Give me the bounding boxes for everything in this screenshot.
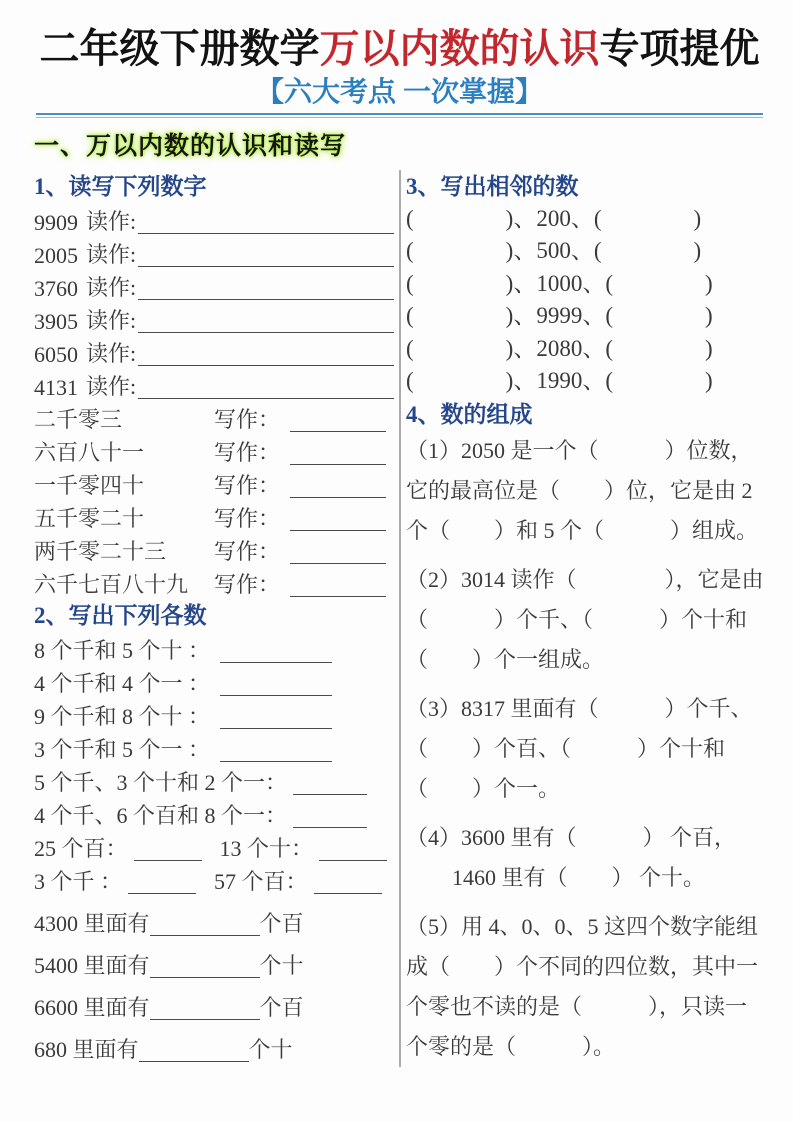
page-title — [34, 26, 765, 72]
answer-blank[interactable] — [290, 507, 386, 531]
compose-number-row — [34, 665, 394, 698]
write-number-row — [34, 434, 394, 467]
neighbor-numbers-row[interactable]: ( )、500、( ) — [406, 238, 702, 264]
column-divider — [399, 170, 401, 1067]
contains-prefix: 680 里面有 — [34, 1036, 139, 1062]
answer-blank[interactable] — [138, 243, 394, 267]
number-in-words: 一千零四十 — [34, 472, 145, 498]
read-label: 读作: — [86, 307, 137, 333]
header-divider-rule — [36, 113, 763, 118]
title-highlight: 万以内数的认识 — [319, 26, 600, 71]
compose-label: 5 个千、3 个十和 2 个一： — [34, 769, 288, 795]
compose-label: 57 个百： — [214, 868, 308, 894]
answer-blank[interactable] — [319, 837, 387, 861]
compose-number-row — [34, 764, 394, 797]
contains-row — [34, 938, 394, 980]
compose-number-row — [34, 698, 394, 731]
answer-blank[interactable] — [138, 342, 394, 366]
composition-question-2: （2）3014 读作（ ），它是由（ ）个千、（ ）个十和（ ）个一组成。 — [406, 566, 764, 672]
neighbor-numbers-row[interactable]: ( )、1990、( ) — [406, 368, 713, 394]
write-number-row — [34, 467, 394, 500]
contains-suffix: 个十 — [248, 1036, 293, 1062]
read-label: 读作: — [86, 373, 137, 399]
answer-blank[interactable] — [293, 804, 367, 828]
neighbor-numbers-row[interactable]: ( )、200、( ) — [406, 205, 702, 231]
compose-label: 4 个千和 4 个一 ： — [34, 670, 211, 696]
two-column-layout — [34, 170, 765, 1076]
number-in-words: 六百八十一 — [34, 439, 145, 465]
read-aloud-row — [34, 203, 394, 236]
subtitle: 【六大考点 一次掌握】 — [255, 77, 543, 108]
compose-label: 25 个百： — [34, 835, 128, 861]
answer-blank[interactable] — [139, 1038, 249, 1062]
write-number-row — [34, 533, 394, 566]
read-label: 读作: — [86, 241, 137, 267]
read-aloud-row — [34, 236, 394, 269]
compose-number-pair-row — [34, 830, 394, 863]
contains-suffix: 个百 — [259, 910, 304, 936]
answer-blank[interactable] — [220, 672, 332, 696]
write-number-row — [34, 401, 394, 434]
number-value: 6050 — [34, 341, 78, 367]
contains-prefix: 5400 里面有 — [34, 952, 150, 978]
question1-heading: 1、读写下列数字 — [34, 173, 207, 199]
contains-suffix: 个百 — [259, 994, 304, 1020]
neighbor-numbers-row[interactable]: ( )、9999、( ) — [406, 303, 713, 329]
compose-number-row — [34, 632, 394, 665]
question4-heading: 4、数的组成 — [406, 401, 533, 427]
write-label: 写作： — [214, 406, 281, 432]
contains-prefix: 6600 里面有 — [34, 994, 150, 1020]
answer-blank[interactable] — [290, 540, 386, 564]
write-number-row — [34, 500, 394, 533]
read-aloud-row — [34, 335, 394, 368]
composition-question-1: （1）2050 是一个（ ）位数，它的最高位是（ ）位，它是由 2 个（ ）和 5 个（ ）组成。 — [406, 437, 759, 543]
contains-row — [34, 896, 394, 938]
compose-label: 9 个千和 8 个十 ： — [34, 703, 211, 729]
read-label: 读作: — [86, 208, 137, 234]
read-label: 读作: — [86, 340, 137, 366]
answer-blank[interactable] — [314, 870, 382, 894]
write-label: 写作： — [214, 472, 281, 498]
answer-blank[interactable] — [220, 705, 332, 729]
contains-prefix: 4300 里面有 — [34, 910, 150, 936]
contains-row — [34, 1022, 394, 1064]
question2-heading: 2、写出下列各数 — [34, 602, 207, 628]
title-suffix: 专项提优 — [599, 26, 760, 71]
read-label: 读作: — [86, 274, 137, 300]
answer-blank[interactable] — [290, 408, 386, 432]
question3-heading: 3、写出相邻的数 — [406, 173, 579, 199]
contains-row — [34, 980, 394, 1022]
answer-blank[interactable] — [290, 573, 386, 597]
answer-blank[interactable] — [150, 954, 260, 978]
section-heading: 一、万以内数的认识和读写 — [34, 132, 347, 160]
number-value: 9909 — [34, 209, 78, 235]
title-prefix: 二年级下册数学 — [39, 26, 320, 71]
compose-label: 4 个千、6 个百和 8 个一： — [34, 802, 288, 828]
answer-blank[interactable] — [290, 474, 386, 498]
compose-number-pair-row — [34, 863, 394, 896]
number-value: 3905 — [34, 308, 78, 334]
write-label: 写作： — [214, 571, 281, 597]
answer-blank[interactable] — [220, 738, 332, 762]
write-label: 写作： — [214, 505, 281, 531]
answer-blank[interactable] — [138, 210, 394, 234]
number-in-words: 两千零二十三 — [34, 538, 167, 564]
compose-label: 3 个千 ： — [34, 868, 123, 894]
neighbor-numbers-row[interactable]: ( )、1000、( ) — [406, 270, 713, 296]
answer-blank[interactable] — [138, 276, 394, 300]
composition-question-4 — [406, 818, 765, 898]
composition-question-4-line2: 1460 里有（ ） 个十。 — [452, 864, 706, 890]
number-value: 3760 — [34, 275, 78, 301]
answer-blank[interactable] — [134, 837, 202, 861]
answer-blank[interactable] — [150, 996, 260, 1020]
write-number-row — [34, 566, 394, 599]
read-aloud-row — [34, 269, 394, 302]
read-aloud-row — [34, 368, 394, 401]
composition-question-3: （3）8317 里面有（ ）个千、（ ）个百、（ ）个十和（ ）个一。 — [406, 695, 753, 801]
number-value: 4131 — [34, 374, 78, 400]
write-label: 写作： — [214, 439, 281, 465]
answer-blank[interactable] — [150, 912, 260, 936]
number-value: 2005 — [34, 242, 78, 268]
number-in-words: 五千零二十 — [34, 505, 145, 531]
compose-label: 8 个千和 5 个十 ： — [34, 637, 211, 663]
compose-number-row — [34, 731, 394, 764]
answer-blank[interactable] — [293, 771, 367, 795]
compose-label: 3 个千和 5 个一 ： — [34, 736, 211, 762]
answer-blank[interactable] — [290, 441, 386, 465]
answer-blank[interactable] — [128, 870, 196, 894]
write-label: 写作： — [214, 538, 281, 564]
answer-blank[interactable] — [138, 375, 394, 399]
compose-label: 13 个十： — [219, 835, 314, 861]
number-in-words: 六千七百八十九 — [34, 571, 189, 597]
number-in-words: 二千零三 — [34, 406, 123, 432]
composition-question-5: （5）用 4、0、0、5 这四个数字能组成（ ）个不同的四位数，其中一个零也不读的是（ ），只读一个零的是（ ）。 — [406, 913, 759, 1059]
compose-number-row — [34, 797, 394, 830]
right-column — [406, 170, 765, 1076]
left-column — [34, 170, 394, 1076]
answer-blank[interactable] — [220, 639, 332, 663]
composition-question-4-line1: （4）3600 里有（ ） 个百， — [406, 824, 737, 850]
answer-blank[interactable] — [138, 309, 394, 333]
neighbor-numbers-row[interactable]: ( )、2080、( ) — [406, 335, 713, 361]
contains-suffix: 个十 — [259, 952, 304, 978]
read-aloud-row — [34, 302, 394, 335]
